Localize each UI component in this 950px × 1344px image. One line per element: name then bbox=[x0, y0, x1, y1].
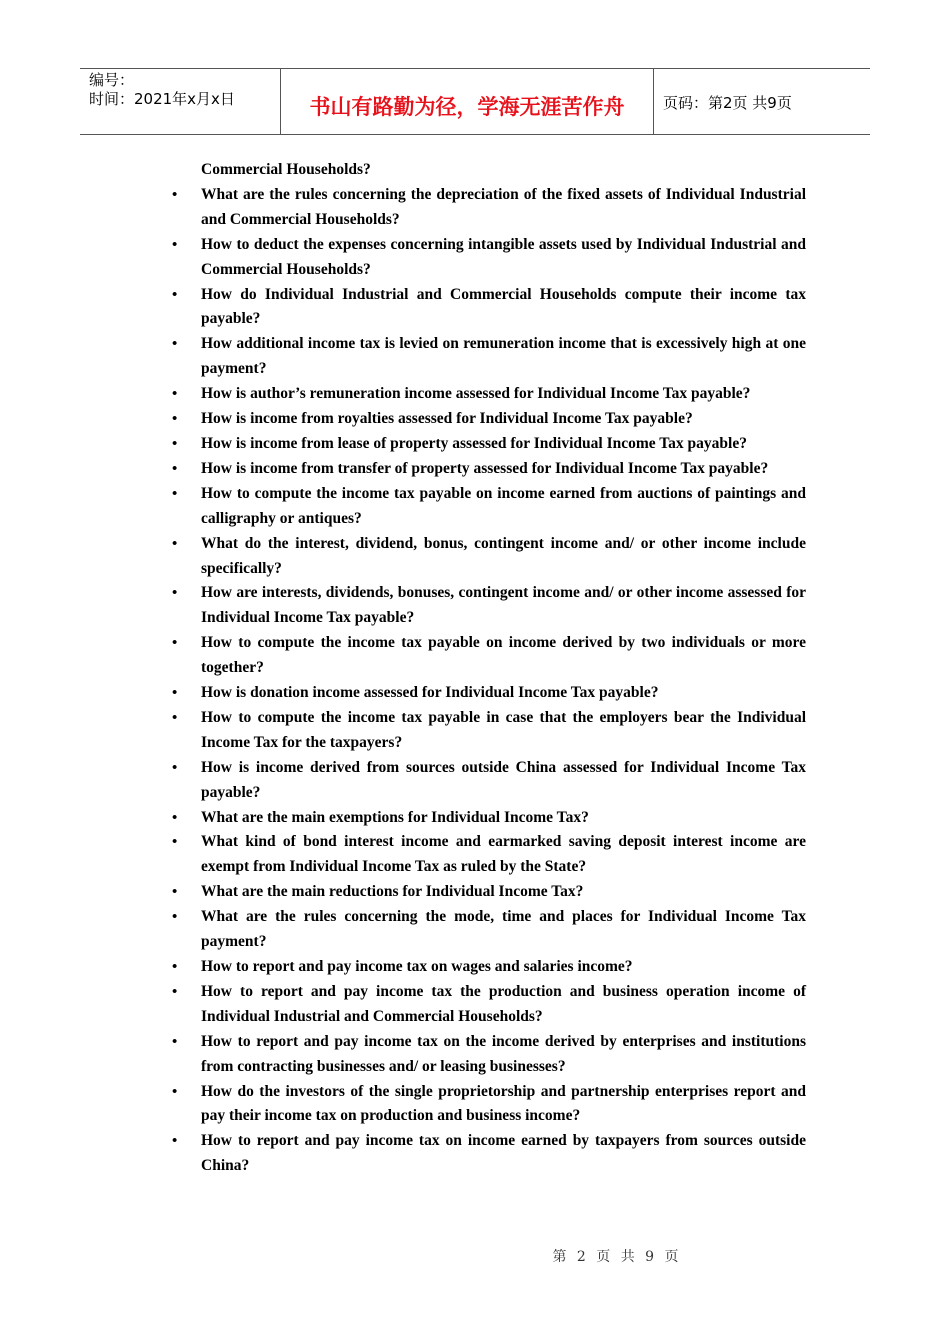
list-item: • How to report and pay income tax the production and business operation income of Individual Industrial and Commercial Households? bbox=[170, 980, 806, 1030]
list-item: • What are the main reductions for Individual Income Tax? bbox=[170, 880, 806, 905]
list-item: • What are the rules concerning the depreciation of the fixed assets of Individual Industrial and Commercial Households? bbox=[170, 183, 806, 233]
header-page-info: 页码：第2页 共9页 bbox=[663, 94, 792, 112]
list-item: • How to report and pay income tax on income earned by taxpayers from sources outside China? bbox=[170, 1129, 806, 1179]
list-item: • How to report and pay income tax on the income derived by enterprises and institutions from contracting businesses and/ or leasing businesses? bbox=[170, 1030, 806, 1080]
page-footer: 第 2 页 共 9 页 bbox=[552, 1249, 682, 1265]
list-item: • What are the main exemptions for Individual Income Tax? bbox=[170, 806, 806, 831]
list-item: • How is donation income assessed for Individual Income Tax payable? bbox=[170, 681, 806, 706]
page-header bbox=[80, 68, 870, 135]
list-item: • What kind of bond interest income and earmarked saving deposit interest income are exempt from Individual Income Tax as ruled by the State? bbox=[170, 830, 806, 880]
serial-number-label: 编号： bbox=[89, 71, 135, 89]
list-item: • How is income derived from sources outside China assessed for Individual Income Tax payable? bbox=[170, 756, 806, 806]
header-motto: 书山有路勤为径，学海无涯苦作舟 bbox=[281, 69, 654, 134]
list-item: • What do the interest, dividend, bonus, contingent income and/ or other income include specifically? bbox=[170, 532, 806, 582]
list-item: • How to compute the income tax payable in case that the employers bear the Individual Income Tax for the taxpayers? bbox=[170, 706, 806, 756]
list-item: • What are the rules concerning the mode, time and places for Individual Income Tax payment? bbox=[170, 905, 806, 955]
question-list bbox=[170, 158, 806, 1179]
list-item: • How are interests, dividends, bonuses, contingent income and/ or other income assessed for Individual Income Tax payable? bbox=[170, 581, 806, 631]
date-label: 时间：2021年x月x日 bbox=[89, 90, 235, 108]
list-item: • How is author’s remuneration income assessed for Individual Income Tax payable? bbox=[170, 382, 806, 407]
list-item-continuation: Commercial Households? bbox=[201, 161, 371, 178]
list-item: • How to compute the income tax payable on income derived by two individuals or more together? bbox=[170, 631, 806, 681]
list-item: • How do the investors of the single proprietorship and partnership enterprises report and pay their income tax on production and business income? bbox=[170, 1080, 806, 1130]
list-item: • How is income from transfer of property assessed for Individual Income Tax payable? bbox=[170, 457, 806, 482]
header-meta-cell bbox=[80, 69, 281, 134]
list-item: • How is income from lease of property assessed for Individual Income Tax payable? bbox=[170, 432, 806, 457]
list-item: • How to report and pay income tax on wages and salaries income? bbox=[170, 955, 806, 980]
list-item: • How additional income tax is levied on remuneration income that is excessively high at one payment? bbox=[170, 332, 806, 382]
list-item: • How to deduct the expenses concerning intangible assets used by Individual Industrial and Commercial Households? bbox=[170, 233, 806, 283]
list-item: • How to compute the income tax payable on income earned from auctions of paintings and calligraphy or antiques? bbox=[170, 482, 806, 532]
list-item: • How do Individual Industrial and Commercial Households compute their income tax payable? bbox=[170, 283, 806, 333]
list-item: • How is income from royalties assessed for Individual Income Tax payable? bbox=[170, 407, 806, 432]
